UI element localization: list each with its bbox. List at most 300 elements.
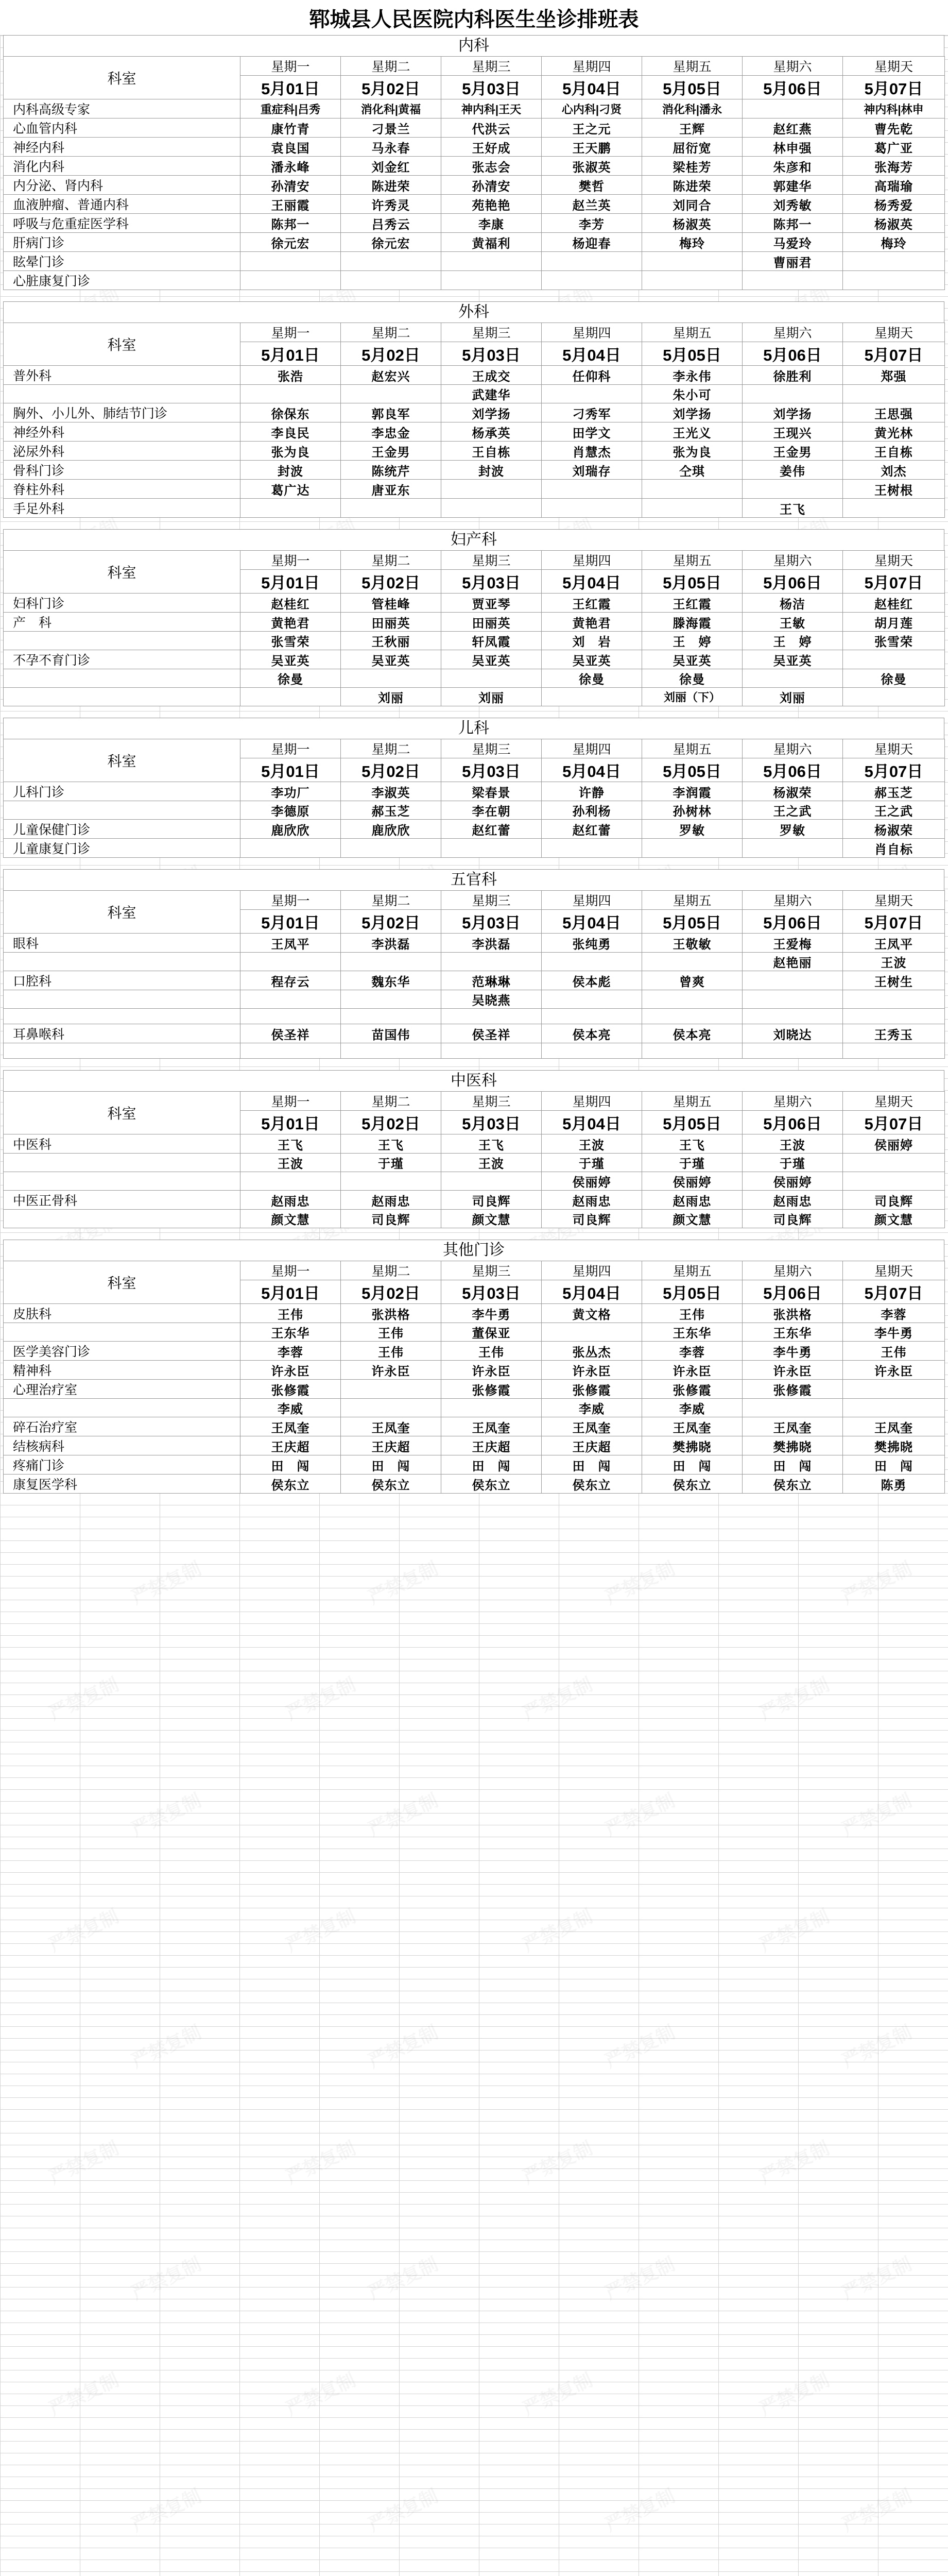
- doctor-cell: 刘丽（下）: [642, 688, 743, 706]
- department-section: [3, 35, 944, 290]
- doctor-cell: [642, 839, 743, 858]
- schedule-table: [3, 323, 945, 518]
- weekday-header: 星期五: [642, 323, 743, 342]
- clinic-name: 医学美容门诊: [4, 1342, 240, 1361]
- doctor-cell: 张雪荣: [843, 632, 945, 650]
- doctor-cell: 王凤奎: [642, 1417, 743, 1436]
- doctor-cell: 郭良军: [341, 403, 441, 422]
- doctor-cell: 赵红燕: [743, 118, 843, 138]
- doctor-cell: 梁桂芳: [642, 157, 743, 176]
- date-header: 5月02日: [341, 342, 441, 366]
- doctor-cell: 李洪磊: [341, 934, 441, 953]
- doctor-cell: 张志会: [441, 157, 542, 176]
- doctor-cell: 王伟: [240, 1304, 341, 1323]
- date-header: 5月05日: [642, 76, 743, 99]
- schedule-table: [3, 1091, 945, 1228]
- weekday-header: 星期天: [843, 57, 945, 76]
- doctor-cell: 王树根: [843, 480, 945, 499]
- clinic-name: 呼吸与危重症医学科: [4, 214, 240, 233]
- doctor-cell: 樊拂晓: [642, 1436, 743, 1455]
- doctor-cell: 田丽英: [341, 613, 441, 632]
- doctor-cell: 田丽英: [441, 613, 542, 632]
- schedule-row: [4, 1323, 945, 1342]
- doctor-cell: [743, 669, 843, 688]
- doctor-cell: [743, 99, 843, 118]
- doctor-cell: 王树生: [843, 971, 945, 990]
- doctor-cell: 侯丽婷: [743, 1172, 843, 1191]
- doctor-cell: 黄光林: [843, 422, 945, 442]
- weekday-header: 星期五: [642, 551, 743, 570]
- doctor-cell: 马永春: [341, 138, 441, 157]
- clinic-name: 皮肤科: [4, 1304, 240, 1323]
- department-title: 其他门诊: [3, 1240, 944, 1261]
- doctor-cell: 赵雨忠: [642, 1191, 743, 1210]
- doctor-cell: 鹿欣欣: [341, 820, 441, 839]
- doctor-cell: 许永臣: [341, 1361, 441, 1380]
- clinic-name: 泌尿外科: [4, 442, 240, 461]
- doctor-cell: 张淑英: [542, 157, 642, 176]
- doctor-cell: 王庆超: [441, 1436, 542, 1455]
- doctor-cell: 张纯勇: [542, 934, 642, 953]
- doctor-cell: 李威: [642, 1399, 743, 1417]
- doctor-cell: 康竹青: [240, 118, 341, 138]
- schedule-row: [4, 1043, 945, 1059]
- weekday-header: 星期天: [843, 739, 945, 758]
- schedule-table: [3, 1261, 945, 1494]
- doctor-cell: 王庆超: [240, 1436, 341, 1455]
- clinic-name: [4, 385, 240, 403]
- doctor-cell: [743, 990, 843, 1009]
- weekday-header: 星期二: [341, 891, 441, 910]
- clinic-name: 妇科门诊: [4, 594, 240, 613]
- schedule-row: [4, 669, 945, 688]
- date-header: 5月06日: [743, 1111, 843, 1134]
- doctor-cell: 张丛杰: [542, 1342, 642, 1361]
- doctor-cell: 许永臣: [743, 1361, 843, 1380]
- schedule-row: [4, 594, 945, 613]
- clinic-name: 内分泌、肾内科: [4, 176, 240, 195]
- doctor-cell: 陈邦一: [240, 214, 341, 233]
- doctor-cell: [441, 480, 542, 499]
- doctor-cell: 侯东立: [743, 1475, 843, 1494]
- doctor-cell: [341, 1043, 441, 1059]
- weekday-header: 星期三: [441, 57, 542, 76]
- doctor-cell: 武建华: [441, 385, 542, 403]
- date-header: 5月05日: [642, 342, 743, 366]
- doctor-cell: 杨淑荣: [743, 782, 843, 801]
- doctor-cell: 王东华: [743, 1323, 843, 1342]
- doctor-cell: 王庆超: [341, 1436, 441, 1455]
- clinic-name: 神经内科: [4, 138, 240, 157]
- date-header: 5月04日: [542, 1111, 642, 1134]
- doctor-cell: 刘学扬: [441, 403, 542, 422]
- doctor-cell: [743, 271, 843, 290]
- schedule-row: [4, 1191, 945, 1210]
- doctor-cell: 曹丽君: [743, 252, 843, 271]
- doctor-cell: 侯东立: [240, 1475, 341, 1494]
- doctor-cell: 徐曼: [542, 669, 642, 688]
- date-header: 5月07日: [843, 1280, 945, 1304]
- doctor-cell: [341, 669, 441, 688]
- doctor-cell: 张洪格: [743, 1304, 843, 1323]
- schedule-row: [4, 157, 945, 176]
- schedule-row: [4, 271, 945, 290]
- doctor-cell: 朱彦和: [743, 157, 843, 176]
- clinic-name: [4, 1043, 240, 1059]
- doctor-cell: 杨淑英: [642, 214, 743, 233]
- weekday-header-row: [4, 1261, 945, 1280]
- doctor-cell: [843, 252, 945, 271]
- doctor-cell: 王凤平: [240, 934, 341, 953]
- doctor-cell: 王伟: [441, 1342, 542, 1361]
- schedule-container: [3, 35, 944, 1505]
- doctor-cell: 许永臣: [642, 1361, 743, 1380]
- doctor-cell: [642, 1043, 743, 1059]
- date-header: 5月01日: [240, 76, 341, 99]
- date-header: 5月07日: [843, 758, 945, 782]
- doctor-cell: [240, 271, 341, 290]
- doctor-cell: 张为良: [642, 442, 743, 461]
- doctor-cell: 唐亚东: [341, 480, 441, 499]
- doctor-cell: 于瑾: [642, 1154, 743, 1172]
- weekday-header: 星期一: [240, 551, 341, 570]
- doctor-cell: 侯本亮: [542, 1024, 642, 1043]
- doctor-cell: [642, 252, 743, 271]
- doctor-cell: [240, 1043, 341, 1059]
- department-section: [3, 1240, 944, 1494]
- weekday-header: 星期天: [843, 1092, 945, 1111]
- doctor-cell: 李威: [240, 1399, 341, 1417]
- schedule-row: [4, 688, 945, 706]
- weekday-header: 星期三: [441, 551, 542, 570]
- doctor-cell: 林申强: [743, 138, 843, 157]
- clinic-name: 眩晕门诊: [4, 252, 240, 271]
- schedule-row: [4, 820, 945, 839]
- doctor-cell: 苑艳艳: [441, 195, 542, 214]
- doctor-cell: 朱小可: [642, 385, 743, 403]
- doctor-cell: 滕海霞: [642, 613, 743, 632]
- doctor-cell: [743, 1009, 843, 1024]
- doctor-cell: [240, 499, 341, 518]
- doctor-cell: [441, 1009, 542, 1024]
- clinic-name: [4, 990, 240, 1009]
- doctor-cell: 侯本亮: [642, 1024, 743, 1043]
- doctor-cell: 刘学扬: [642, 403, 743, 422]
- doctor-cell: 王飞: [341, 1134, 441, 1154]
- doctor-cell: 田 闯: [843, 1455, 945, 1475]
- doctor-cell: 王之武: [843, 801, 945, 820]
- doctor-cell: 司良辉: [441, 1191, 542, 1210]
- schedule-row: [4, 480, 945, 499]
- doctor-cell: 曹先乾: [843, 118, 945, 138]
- doctor-cell: 封波: [240, 461, 341, 480]
- weekday-header: 星期四: [542, 739, 642, 758]
- doctor-cell: 李牛勇: [843, 1323, 945, 1342]
- dept-header-label: 科室: [4, 1092, 240, 1134]
- date-header: 5月02日: [341, 1280, 441, 1304]
- doctor-cell: [441, 499, 542, 518]
- doctor-cell: 侯圣祥: [240, 1024, 341, 1043]
- doctor-cell: [341, 1380, 441, 1399]
- doctor-cell: [542, 688, 642, 706]
- doctor-cell: [542, 953, 642, 971]
- doctor-cell: 李润霞: [642, 782, 743, 801]
- clinic-name: [4, 1009, 240, 1024]
- doctor-cell: 黄艳君: [240, 613, 341, 632]
- doctor-cell: 程存云: [240, 971, 341, 990]
- dept-header-label: 科室: [4, 739, 240, 782]
- department-title: 中医科: [3, 1070, 944, 1091]
- weekday-header: 星期四: [542, 57, 642, 76]
- schedule-row: [4, 1342, 945, 1361]
- schedule-row: [4, 1210, 945, 1228]
- schedule-row: [4, 801, 945, 820]
- date-header: 5月01日: [240, 342, 341, 366]
- doctor-cell: 杨淑荣: [843, 820, 945, 839]
- clinic-name: 骨科门诊: [4, 461, 240, 480]
- doctor-cell: 任仰科: [542, 366, 642, 385]
- doctor-cell: 许秀灵: [341, 195, 441, 214]
- department-title: 五官科: [3, 869, 944, 890]
- clinic-name: 内科高级专家: [4, 99, 240, 118]
- doctor-cell: [341, 1009, 441, 1024]
- doctor-cell: 郝玉芝: [341, 801, 441, 820]
- doctor-cell: [341, 1172, 441, 1191]
- doctor-cell: [240, 953, 341, 971]
- doctor-cell: 王现兴: [743, 422, 843, 442]
- weekday-header: 星期一: [240, 739, 341, 758]
- weekday-header: 星期五: [642, 891, 743, 910]
- doctor-cell: 郝玉芝: [843, 782, 945, 801]
- date-header: 5月03日: [441, 1280, 542, 1304]
- weekday-header: 星期五: [642, 739, 743, 758]
- doctor-cell: [843, 499, 945, 518]
- doctor-cell: 司良辉: [542, 1210, 642, 1228]
- doctor-cell: 李蓉: [642, 1342, 743, 1361]
- clinic-name: 儿童康复门诊: [4, 839, 240, 858]
- doctor-cell: 王 婷: [642, 632, 743, 650]
- doctor-cell: 王思强: [843, 403, 945, 422]
- doctor-cell: 屈衍宽: [642, 138, 743, 157]
- dept-header-label: 科室: [4, 1261, 240, 1304]
- weekday-header: 星期天: [843, 891, 945, 910]
- doctor-cell: 罗敏: [743, 820, 843, 839]
- doctor-cell: 李永伟: [642, 366, 743, 385]
- date-header: 5月03日: [441, 1111, 542, 1134]
- doctor-cell: 王凤奎: [341, 1417, 441, 1436]
- doctor-cell: 王伟: [341, 1342, 441, 1361]
- doctor-cell: 吴晓燕: [441, 990, 542, 1009]
- schedule-row: [4, 499, 945, 518]
- doctor-cell: 刘秀敏: [743, 195, 843, 214]
- department-section: [3, 718, 944, 858]
- doctor-cell: 吴亚英: [642, 650, 743, 669]
- date-header: 5月06日: [743, 76, 843, 99]
- doctor-cell: 消化科|黄福: [341, 99, 441, 118]
- weekday-header: 星期五: [642, 1261, 743, 1280]
- doctor-cell: 黄福利: [441, 233, 542, 252]
- doctor-cell: [843, 688, 945, 706]
- clinic-name: 心血管内科: [4, 118, 240, 138]
- doctor-cell: 孙利杨: [542, 801, 642, 820]
- doctor-cell: 吴亚英: [743, 650, 843, 669]
- doctor-cell: 梅玲: [642, 233, 743, 252]
- doctor-cell: 王爱梅: [743, 934, 843, 953]
- doctor-cell: [843, 650, 945, 669]
- doctor-cell: [542, 1009, 642, 1024]
- doctor-cell: 张洪格: [341, 1304, 441, 1323]
- doctor-cell: 于瑾: [542, 1154, 642, 1172]
- doctor-cell: 王波: [843, 953, 945, 971]
- clinic-name: 中医科: [4, 1134, 240, 1154]
- doctor-cell: 肖慧杰: [542, 442, 642, 461]
- doctor-cell: 吴亚英: [542, 650, 642, 669]
- schedule-row: [4, 934, 945, 953]
- date-header: 5月07日: [843, 76, 945, 99]
- weekday-header-row: [4, 323, 945, 342]
- doctor-cell: [441, 669, 542, 688]
- doctor-cell: 樊拂晓: [843, 1436, 945, 1455]
- date-header: 5月04日: [542, 910, 642, 934]
- doctor-cell: 张雪荣: [240, 632, 341, 650]
- clinic-name: 消化内科: [4, 157, 240, 176]
- doctor-cell: 许静: [542, 782, 642, 801]
- date-header: 5月06日: [743, 342, 843, 366]
- dept-header-label: 科室: [4, 551, 240, 594]
- schedule-row: [4, 138, 945, 157]
- department-title: 内科: [3, 35, 944, 56]
- doctor-cell: [843, 1009, 945, 1024]
- clinic-name: [4, 801, 240, 820]
- weekday-header: 星期二: [341, 1092, 441, 1111]
- doctor-cell: 李在朝: [441, 801, 542, 820]
- doctor-cell: 田 闯: [743, 1455, 843, 1475]
- weekday-header: 星期五: [642, 57, 743, 76]
- doctor-cell: 刘同合: [642, 195, 743, 214]
- department-title: 妇产科: [3, 529, 944, 550]
- date-header: 5月01日: [240, 570, 341, 594]
- doctor-cell: [843, 271, 945, 290]
- doctor-cell: 心内科|刁贤: [542, 99, 642, 118]
- department-section: [3, 869, 944, 1059]
- doctor-cell: 管桂峰: [341, 594, 441, 613]
- doctor-cell: [743, 385, 843, 403]
- doctor-cell: 王伟: [642, 1304, 743, 1323]
- doctor-cell: 张修霞: [441, 1380, 542, 1399]
- clinic-name: 眼科: [4, 934, 240, 953]
- clinic-name: 耳鼻喉科: [4, 1024, 240, 1043]
- weekday-header: 星期六: [743, 1261, 843, 1280]
- schedule-row: [4, 990, 945, 1009]
- doctor-cell: 杨迎春: [542, 233, 642, 252]
- schedule-row: [4, 385, 945, 403]
- date-header: 5月02日: [341, 76, 441, 99]
- doctor-cell: 徐曼: [843, 669, 945, 688]
- schedule-row: [4, 1154, 945, 1172]
- doctor-cell: 刘 岩: [542, 632, 642, 650]
- weekday-header-row: [4, 551, 945, 570]
- weekday-header: 星期天: [843, 323, 945, 342]
- date-header: 5月06日: [743, 910, 843, 934]
- clinic-name: 精神科: [4, 1361, 240, 1380]
- weekday-header: 星期六: [743, 891, 843, 910]
- doctor-cell: 侯东立: [642, 1475, 743, 1494]
- doctor-cell: 许永臣: [843, 1361, 945, 1380]
- date-header: 5月06日: [743, 570, 843, 594]
- doctor-cell: [642, 271, 743, 290]
- doctor-cell: 李威: [542, 1399, 642, 1417]
- doctor-cell: [341, 385, 441, 403]
- date-header: 5月05日: [642, 758, 743, 782]
- doctor-cell: 李蓉: [843, 1304, 945, 1323]
- doctor-cell: [240, 839, 341, 858]
- doctor-cell: 孙清安: [441, 176, 542, 195]
- doctor-cell: 颜文慧: [642, 1210, 743, 1228]
- doctor-cell: [743, 1399, 843, 1417]
- doctor-cell: 吕秀云: [341, 214, 441, 233]
- doctor-cell: 杨淑英: [843, 214, 945, 233]
- weekday-header: 星期六: [743, 551, 843, 570]
- doctor-cell: 郑强: [843, 366, 945, 385]
- schedule-row: [4, 99, 945, 118]
- date-header: 5月01日: [240, 758, 341, 782]
- doctor-cell: [542, 480, 642, 499]
- doctor-cell: 王红霞: [642, 594, 743, 613]
- doctor-cell: 杨秀爱: [843, 195, 945, 214]
- schedule-row: [4, 1134, 945, 1154]
- doctor-cell: 贾亚琴: [441, 594, 542, 613]
- doctor-cell: [843, 1043, 945, 1059]
- date-header: 5月07日: [843, 342, 945, 366]
- doctor-cell: 赵雨忠: [341, 1191, 441, 1210]
- weekday-header: 星期三: [441, 1261, 542, 1280]
- doctor-cell: 梅玲: [843, 233, 945, 252]
- doctor-cell: [240, 385, 341, 403]
- doctor-cell: 赵红蕾: [542, 820, 642, 839]
- schedule-row: [4, 1455, 945, 1475]
- doctor-cell: 黄艳君: [542, 613, 642, 632]
- clinic-name: 手足外科: [4, 499, 240, 518]
- date-header: 5月01日: [240, 910, 341, 934]
- clinic-name: [4, 669, 240, 688]
- schedule-row: [4, 214, 945, 233]
- doctor-cell: 赵艳丽: [743, 953, 843, 971]
- doctor-cell: 徐元宏: [240, 233, 341, 252]
- doctor-cell: [843, 1399, 945, 1417]
- date-header: 5月07日: [843, 1111, 945, 1134]
- weekday-header: 星期四: [542, 551, 642, 570]
- doctor-cell: 吴亚英: [341, 650, 441, 669]
- doctor-cell: 神内科|林申: [843, 99, 945, 118]
- doctor-cell: [341, 953, 441, 971]
- doctor-cell: 于瑾: [743, 1154, 843, 1172]
- doctor-cell: 张修霞: [542, 1380, 642, 1399]
- clinic-name: 结核病科: [4, 1436, 240, 1455]
- date-header: 5月02日: [341, 758, 441, 782]
- clinic-name: 血液肿瘤、普通内科: [4, 195, 240, 214]
- doctor-cell: 王红霞: [542, 594, 642, 613]
- doctor-cell: 罗敏: [642, 820, 743, 839]
- department-section: [3, 529, 944, 706]
- doctor-cell: 颜文慧: [441, 1210, 542, 1228]
- schedule-row: [4, 1172, 945, 1191]
- doctor-cell: [743, 480, 843, 499]
- doctor-cell: 侯圣祥: [441, 1024, 542, 1043]
- doctor-cell: 黄文格: [542, 1304, 642, 1323]
- doctor-cell: [843, 1172, 945, 1191]
- doctor-cell: 王凤奎: [441, 1417, 542, 1436]
- doctor-cell: 代洪云: [441, 118, 542, 138]
